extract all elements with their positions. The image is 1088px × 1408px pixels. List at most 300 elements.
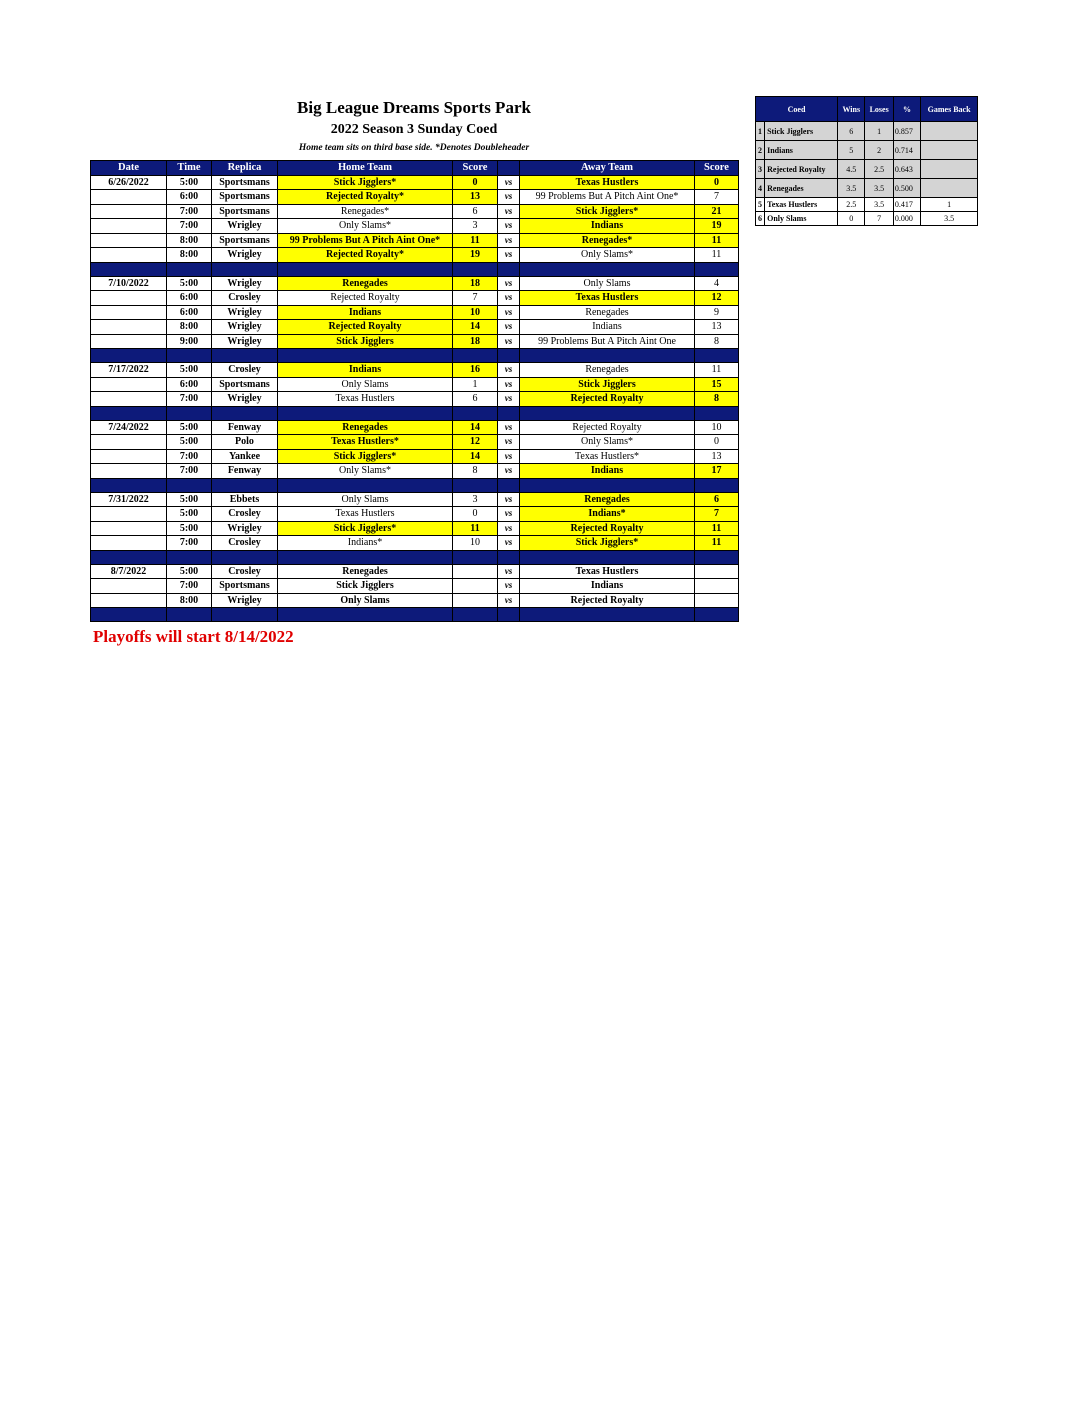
separator-cell — [91, 478, 167, 492]
game-field: Wrigley — [212, 593, 278, 608]
game-row — [91, 536, 739, 551]
away-score: 0 — [695, 175, 739, 190]
game-row — [91, 233, 739, 248]
home-team: Texas Hustlers — [278, 392, 453, 407]
home-team: Texas Hustlers — [278, 507, 453, 522]
standings-row — [756, 212, 978, 226]
col-home-team: Home Team — [278, 161, 453, 176]
game-date — [91, 507, 167, 522]
game-time: 8:00 — [167, 320, 212, 335]
standings-games-back: 1 — [921, 198, 978, 212]
game-time: 5:00 — [167, 363, 212, 378]
game-date: 7/31/2022 — [91, 492, 167, 507]
home-team: Renegades* — [278, 204, 453, 219]
game-field: Wrigley — [212, 276, 278, 291]
game-date — [91, 449, 167, 464]
vs-label: vs — [498, 276, 520, 291]
game-date — [91, 219, 167, 234]
away-score: 4 — [695, 276, 739, 291]
game-date: 7/17/2022 — [91, 363, 167, 378]
home-team: Only Slams* — [278, 464, 453, 479]
game-time: 7:00 — [167, 579, 212, 594]
standings-loses: 7 — [865, 212, 893, 226]
separator-cell — [453, 262, 498, 276]
home-score: 16 — [453, 363, 498, 378]
standings-loses: 2.5 — [865, 160, 893, 179]
separator-cell — [212, 478, 278, 492]
away-team: Indians — [520, 579, 695, 594]
standings-row — [756, 198, 978, 212]
game-row — [91, 521, 739, 536]
away-team: Renegades — [520, 305, 695, 320]
separator-cell — [91, 608, 167, 622]
game-date: 8/7/2022 — [91, 564, 167, 579]
vs-label: vs — [498, 564, 520, 579]
game-time: 6:00 — [167, 377, 212, 392]
separator-cell — [212, 608, 278, 622]
separator-cell — [498, 262, 520, 276]
away-team: Stick Jigglers — [520, 377, 695, 392]
standings-table — [755, 96, 978, 226]
standings-games-back: 3.5 — [921, 212, 978, 226]
game-field: Sportsmans — [212, 190, 278, 205]
vs-label: vs — [498, 492, 520, 507]
standings-pct: 0.500 — [893, 179, 920, 198]
away-team: Renegades — [520, 492, 695, 507]
separator-cell — [453, 406, 498, 420]
page-note: Home team sits on third base side. *Denotes Doubleheader — [298, 143, 530, 153]
separator-cell — [695, 478, 739, 492]
home-score — [453, 593, 498, 608]
separator-cell — [695, 262, 739, 276]
away-score: 21 — [695, 204, 739, 219]
separator-cell — [520, 406, 695, 420]
away-team: Rejected Royalty — [520, 521, 695, 536]
away-score: 9 — [695, 305, 739, 320]
home-score: 18 — [453, 334, 498, 349]
standings-team: Texas Hustlers — [765, 198, 838, 212]
away-team: Texas Hustlers* — [520, 449, 695, 464]
game-date — [91, 593, 167, 608]
vs-label: vs — [498, 175, 520, 190]
away-score — [695, 579, 739, 594]
vs-label: vs — [498, 233, 520, 248]
game-field: Sportsmans — [212, 204, 278, 219]
standings-team: Renegades — [765, 179, 838, 198]
away-score: 7 — [695, 507, 739, 522]
standings-games-back — [921, 141, 978, 160]
away-score: 0 — [695, 435, 739, 450]
standings-row — [756, 141, 978, 160]
game-time: 7:00 — [167, 204, 212, 219]
game-field: Wrigley — [212, 305, 278, 320]
away-team: Rejected Royalty — [520, 420, 695, 435]
separator-cell — [498, 550, 520, 564]
game-date — [91, 334, 167, 349]
vs-label: vs — [498, 593, 520, 608]
game-time: 5:00 — [167, 175, 212, 190]
game-row — [91, 464, 739, 479]
game-field: Yankee — [212, 449, 278, 464]
away-team: Indians — [520, 320, 695, 335]
game-time: 6:00 — [167, 291, 212, 306]
game-row — [91, 248, 739, 263]
page-title: Big League Dreams Sports Park — [297, 98, 531, 117]
separator-cell — [167, 262, 212, 276]
vs-label: vs — [498, 449, 520, 464]
vs-label: vs — [498, 204, 520, 219]
home-score: 7 — [453, 291, 498, 306]
game-field: Sportsmans — [212, 377, 278, 392]
standings-pct: 0.643 — [893, 160, 920, 179]
away-team: Rejected Royalty — [520, 593, 695, 608]
game-row — [91, 435, 739, 450]
standings-rank: 4 — [756, 179, 765, 198]
game-date — [91, 377, 167, 392]
home-team: Only Slams* — [278, 219, 453, 234]
col-time: Time — [167, 161, 212, 176]
away-team: Stick Jigglers* — [520, 204, 695, 219]
game-date — [91, 579, 167, 594]
vs-label: vs — [498, 219, 520, 234]
home-score: 12 — [453, 435, 498, 450]
separator-cell — [278, 406, 453, 420]
standings-games-back — [921, 179, 978, 198]
separator-cell — [278, 550, 453, 564]
game-row — [91, 190, 739, 205]
home-score: 1 — [453, 377, 498, 392]
home-score: 6 — [453, 392, 498, 407]
vs-label: vs — [498, 392, 520, 407]
game-time: 7:00 — [167, 392, 212, 407]
week-separator — [91, 550, 739, 564]
home-team: 99 Problems But A Pitch Aint One* — [278, 233, 453, 248]
separator-cell — [453, 478, 498, 492]
standings-wins: 2.5 — [838, 198, 865, 212]
standings-games-back — [921, 122, 978, 141]
home-team: Renegades — [278, 420, 453, 435]
standings-rank: 2 — [756, 141, 765, 160]
home-score: 3 — [453, 492, 498, 507]
game-date — [91, 464, 167, 479]
home-team: Stick Jigglers* — [278, 521, 453, 536]
home-team: Texas Hustlers* — [278, 435, 453, 450]
col-date: Date — [91, 161, 167, 176]
standings-wins: 4.5 — [838, 160, 865, 179]
home-team: Indians — [278, 363, 453, 378]
game-time: 8:00 — [167, 593, 212, 608]
game-field: Crosley — [212, 291, 278, 306]
away-score: 11 — [695, 521, 739, 536]
game-row — [91, 392, 739, 407]
standings-col-games-back: Games Back — [921, 97, 978, 122]
separator-cell — [91, 550, 167, 564]
home-score: 13 — [453, 190, 498, 205]
home-team: Only Slams — [278, 492, 453, 507]
vs-label: vs — [498, 305, 520, 320]
game-date: 7/24/2022 — [91, 420, 167, 435]
vs-label: vs — [498, 521, 520, 536]
home-score: 8 — [453, 464, 498, 479]
game-time: 5:00 — [167, 564, 212, 579]
standings-loses: 2 — [865, 141, 893, 160]
game-field: Fenway — [212, 420, 278, 435]
away-team: Renegades* — [520, 233, 695, 248]
home-team: Only Slams — [278, 377, 453, 392]
home-score: 19 — [453, 248, 498, 263]
away-score: 7 — [695, 190, 739, 205]
game-time: 6:00 — [167, 305, 212, 320]
game-time: 7:00 — [167, 536, 212, 551]
standings-team: Indians — [765, 141, 838, 160]
game-field: Crosley — [212, 564, 278, 579]
away-team: Indians — [520, 219, 695, 234]
week-separator — [91, 406, 739, 420]
away-team: Texas Hustlers — [520, 291, 695, 306]
game-row — [91, 320, 739, 335]
game-time: 8:00 — [167, 248, 212, 263]
away-team: Indians* — [520, 507, 695, 522]
home-score: 18 — [453, 276, 498, 291]
standings-rank: 5 — [756, 198, 765, 212]
away-score: 13 — [695, 320, 739, 335]
standings-col-pct: % — [893, 97, 920, 122]
game-field: Sportsmans — [212, 233, 278, 248]
separator-cell — [520, 478, 695, 492]
game-row — [91, 449, 739, 464]
separator-cell — [167, 406, 212, 420]
standings-rank: 1 — [756, 122, 765, 141]
vs-label: vs — [498, 464, 520, 479]
game-field: Crosley — [212, 536, 278, 551]
standings-loses: 3.5 — [865, 198, 893, 212]
home-score — [453, 579, 498, 594]
game-time: 5:00 — [167, 420, 212, 435]
standings-games-back — [921, 160, 978, 179]
separator-cell — [212, 406, 278, 420]
separator-cell — [520, 262, 695, 276]
standings-wins: 6 — [838, 122, 865, 141]
away-score: 11 — [695, 233, 739, 248]
standings-row — [756, 179, 978, 198]
game-field: Ebbets — [212, 492, 278, 507]
away-score — [695, 564, 739, 579]
away-team: Only Slams* — [520, 248, 695, 263]
game-date — [91, 320, 167, 335]
away-score: 8 — [695, 334, 739, 349]
game-row — [91, 305, 739, 320]
game-row — [91, 492, 739, 507]
standings-col-wins: Wins — [838, 97, 865, 122]
separator-cell — [498, 478, 520, 492]
standings-pct: 0.857 — [893, 122, 920, 141]
game-field: Polo — [212, 435, 278, 450]
game-row — [91, 276, 739, 291]
game-time: 5:00 — [167, 492, 212, 507]
standings-wins: 5 — [838, 141, 865, 160]
game-date — [91, 435, 167, 450]
game-row — [91, 204, 739, 219]
away-score: 15 — [695, 377, 739, 392]
away-team: Indians — [520, 464, 695, 479]
standings-row — [756, 160, 978, 179]
separator-cell — [498, 608, 520, 622]
playoffs-notice: Playoffs will start 8/14/2022 — [93, 627, 294, 646]
home-score: 11 — [453, 521, 498, 536]
standings-team: Only Slams — [765, 212, 838, 226]
home-team: Indians* — [278, 536, 453, 551]
separator-cell — [91, 349, 167, 363]
game-field: Crosley — [212, 363, 278, 378]
standings-wins: 3.5 — [838, 179, 865, 198]
page-subtitle: 2022 Season 3 Sunday Coed — [330, 122, 498, 137]
home-score: 6 — [453, 204, 498, 219]
away-score: 11 — [695, 363, 739, 378]
game-date — [91, 248, 167, 263]
col-vs — [498, 161, 520, 176]
game-date: 7/10/2022 — [91, 276, 167, 291]
game-field: Crosley — [212, 507, 278, 522]
game-date — [91, 291, 167, 306]
home-score: 10 — [453, 536, 498, 551]
separator-cell — [91, 406, 167, 420]
standings-col-loses: Loses — [865, 97, 893, 122]
away-team: Texas Hustlers — [520, 175, 695, 190]
separator-cell — [695, 349, 739, 363]
standings-team: Stick Jigglers — [765, 122, 838, 141]
standings-col-coed: Coed — [756, 97, 838, 122]
game-time: 5:00 — [167, 521, 212, 536]
game-date — [91, 536, 167, 551]
separator-cell — [695, 608, 739, 622]
standings-team: Rejected Royalty — [765, 160, 838, 179]
game-date — [91, 204, 167, 219]
game-time: 5:00 — [167, 507, 212, 522]
home-team: Stick Jigglers — [278, 579, 453, 594]
vs-label: vs — [498, 320, 520, 335]
week-separator — [91, 349, 739, 363]
away-team: Texas Hustlers — [520, 564, 695, 579]
away-team: Renegades — [520, 363, 695, 378]
away-score: 10 — [695, 420, 739, 435]
vs-label: vs — [498, 363, 520, 378]
vs-label: vs — [498, 579, 520, 594]
home-team: Rejected Royalty* — [278, 190, 453, 205]
home-team: Rejected Royalty — [278, 291, 453, 306]
separator-cell — [278, 349, 453, 363]
separator-cell — [520, 349, 695, 363]
vs-label: vs — [498, 536, 520, 551]
schedule-table — [90, 160, 739, 622]
col-away-score: Score — [695, 161, 739, 176]
away-team: Stick Jigglers* — [520, 536, 695, 551]
game-row — [91, 219, 739, 234]
game-row — [91, 564, 739, 579]
game-field: Sportsmans — [212, 579, 278, 594]
vs-label: vs — [498, 435, 520, 450]
standings-loses: 1 — [865, 122, 893, 141]
vs-label: vs — [498, 420, 520, 435]
separator-cell — [278, 478, 453, 492]
separator-cell — [520, 608, 695, 622]
home-score: 0 — [453, 175, 498, 190]
home-team: Rejected Royalty — [278, 320, 453, 335]
game-time: 5:00 — [167, 435, 212, 450]
home-score — [453, 564, 498, 579]
away-team: Only Slams — [520, 276, 695, 291]
game-row — [91, 593, 739, 608]
game-field: Wrigley — [212, 521, 278, 536]
game-time: 8:00 — [167, 233, 212, 248]
home-score: 10 — [453, 305, 498, 320]
separator-cell — [167, 608, 212, 622]
away-score: 17 — [695, 464, 739, 479]
separator-cell — [520, 550, 695, 564]
game-row — [91, 420, 739, 435]
away-score: 12 — [695, 291, 739, 306]
standings-wins: 0 — [838, 212, 865, 226]
separator-cell — [278, 262, 453, 276]
away-score: 11 — [695, 248, 739, 263]
away-score: 6 — [695, 492, 739, 507]
standings-loses: 3.5 — [865, 179, 893, 198]
separator-cell — [212, 262, 278, 276]
home-score: 3 — [453, 219, 498, 234]
home-score: 14 — [453, 420, 498, 435]
standings-pct: 0.417 — [893, 198, 920, 212]
separator-cell — [167, 478, 212, 492]
separator-cell — [212, 550, 278, 564]
game-date: 6/26/2022 — [91, 175, 167, 190]
separator-cell — [167, 550, 212, 564]
game-row — [91, 377, 739, 392]
home-team: Rejected Royalty* — [278, 248, 453, 263]
game-time: 9:00 — [167, 334, 212, 349]
game-field: Wrigley — [212, 219, 278, 234]
game-time: 5:00 — [167, 276, 212, 291]
separator-cell — [695, 406, 739, 420]
vs-label: vs — [498, 248, 520, 263]
home-team: Indians — [278, 305, 453, 320]
home-team: Stick Jigglers* — [278, 175, 453, 190]
game-row — [91, 291, 739, 306]
vs-label: vs — [498, 334, 520, 349]
standings-pct: 0.714 — [893, 141, 920, 160]
game-row — [91, 363, 739, 378]
vs-label: vs — [498, 507, 520, 522]
game-date — [91, 521, 167, 536]
away-score: 19 — [695, 219, 739, 234]
home-score: 14 — [453, 320, 498, 335]
col-home-score: Score — [453, 161, 498, 176]
game-field: Wrigley — [212, 248, 278, 263]
standings-pct: 0.000 — [893, 212, 920, 226]
vs-label: vs — [498, 377, 520, 392]
away-score — [695, 593, 739, 608]
game-time: 7:00 — [167, 464, 212, 479]
game-field: Fenway — [212, 464, 278, 479]
game-row — [91, 175, 739, 190]
col-replica: Replica — [212, 161, 278, 176]
separator-cell — [167, 349, 212, 363]
standings-rank: 3 — [756, 160, 765, 179]
away-team: 99 Problems But A Pitch Aint One — [520, 334, 695, 349]
home-team: Only Slams — [278, 593, 453, 608]
separator-cell — [453, 550, 498, 564]
separator-cell — [498, 349, 520, 363]
col-away-team: Away Team — [520, 161, 695, 176]
week-separator — [91, 608, 739, 622]
